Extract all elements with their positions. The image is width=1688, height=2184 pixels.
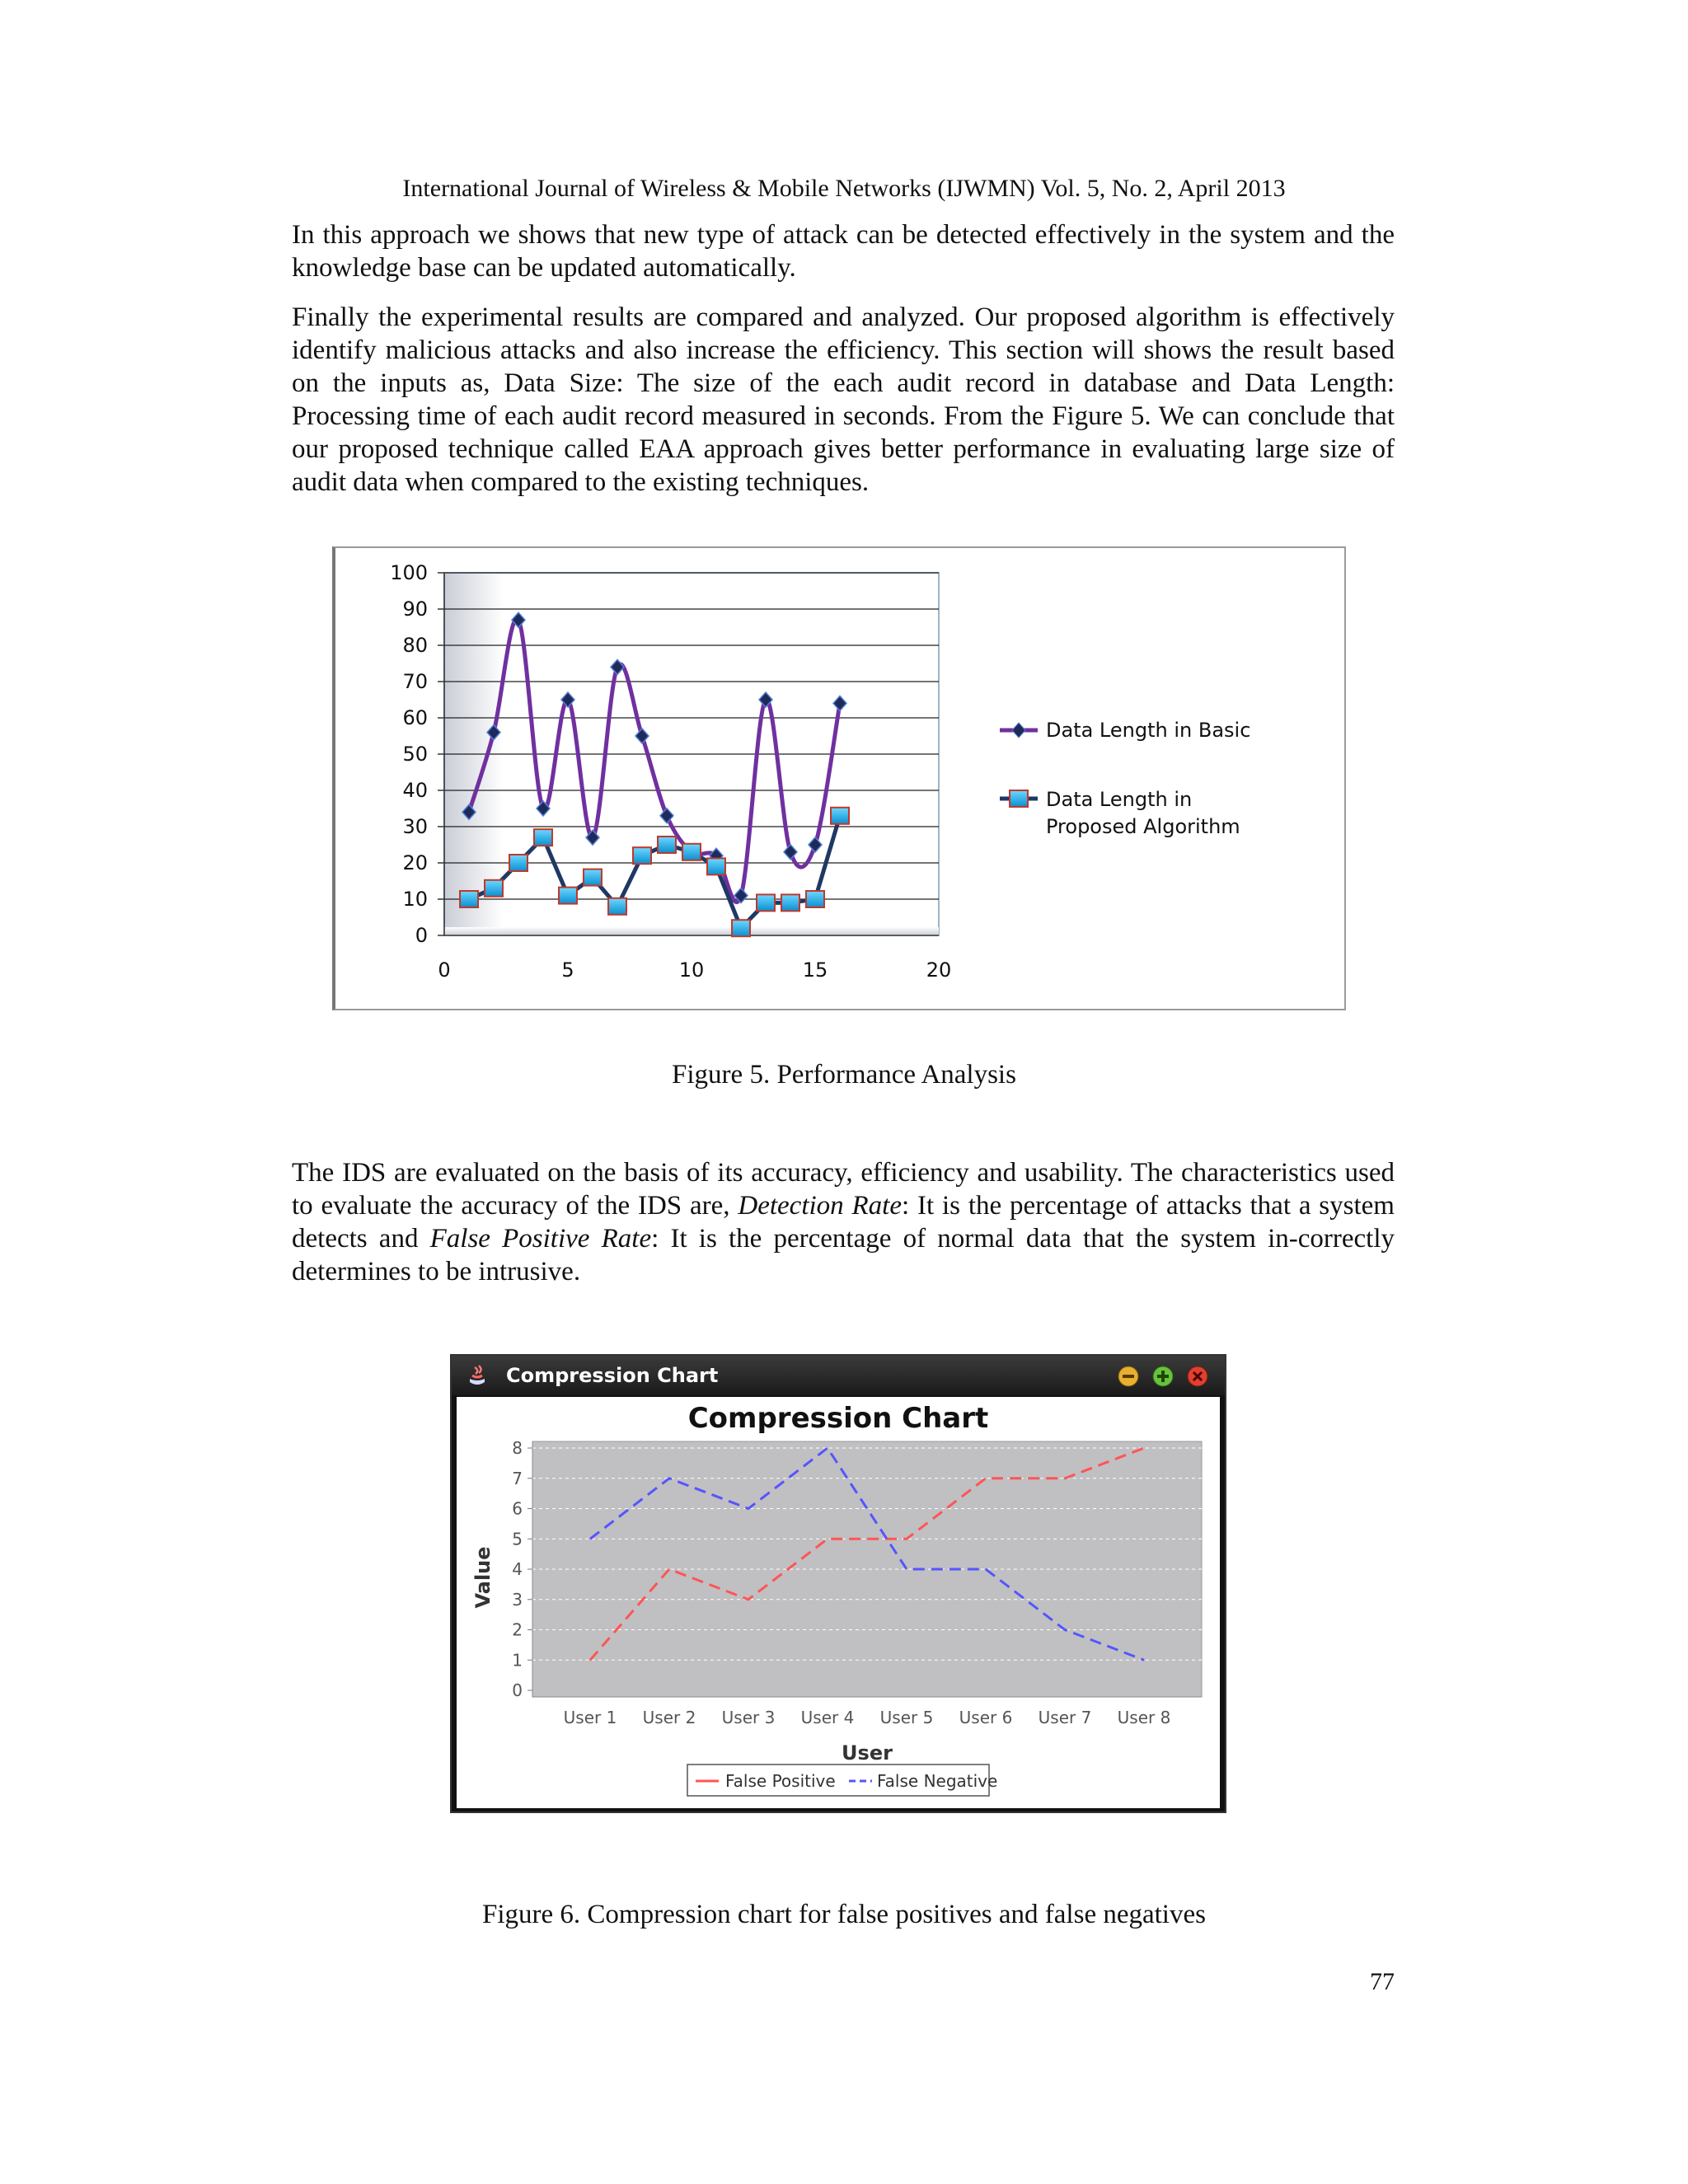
proposed-point xyxy=(485,880,503,897)
window-title: Compression Chart xyxy=(506,1364,719,1387)
legend-proposed-marker xyxy=(1010,790,1028,807)
plot-floor xyxy=(444,927,939,935)
x-tick-label: User 6 xyxy=(959,1708,1013,1727)
legend-basic-marker xyxy=(1012,723,1025,738)
journal-header: International Journal of Wireless & Mobile Networks (IJWMN) Vol. 5, No. 2, April 2013 xyxy=(402,175,1286,202)
y-tick-label: 0 xyxy=(512,1680,523,1700)
x-tick-label: 0 xyxy=(438,958,451,982)
ids-text-1: The IDS are evaluated on the basis of its accuracy, efficiency and usability. The characteristics used to evaluate the accuracy of the IDS are, xyxy=(292,1158,1395,1221)
proposed-point xyxy=(806,891,824,907)
proposed-point xyxy=(460,891,478,907)
y-tick-label: 20 xyxy=(402,851,428,874)
y-tick-label: 70 xyxy=(402,670,428,693)
proposed-point xyxy=(707,858,725,874)
x-tick-label: User 5 xyxy=(879,1708,934,1727)
x-tick-label: User 2 xyxy=(642,1708,696,1727)
x-tick-label: User 4 xyxy=(800,1708,855,1727)
java-app-icon xyxy=(465,1364,490,1387)
proposed-point xyxy=(658,837,676,853)
y-axis-title: Value xyxy=(471,1546,495,1609)
proposed-point xyxy=(781,894,799,911)
y-tick-label: 0 xyxy=(415,924,428,947)
legend-proposed-label-2: Proposed Algorithm xyxy=(1046,815,1240,838)
proposed-point xyxy=(732,920,750,936)
legend-false-positive-label: False Positive xyxy=(725,1771,836,1791)
paragraph-ids xyxy=(292,1156,1395,1288)
y-tick-label: 90 xyxy=(402,598,428,621)
x-axis-title: User xyxy=(842,1741,893,1765)
y-tick-label: 80 xyxy=(402,634,428,657)
minimize-button-icon[interactable] xyxy=(1118,1366,1139,1387)
y-tick-label: 1 xyxy=(512,1650,523,1671)
ids-text-2: : It is the percentage of attacks that a system detects and xyxy=(292,1191,1395,1254)
proposed-point xyxy=(633,847,651,864)
y-tick-label: 30 xyxy=(402,815,428,838)
x-tick-label: User 1 xyxy=(563,1708,617,1727)
y-tick-label: 8 xyxy=(512,1438,523,1458)
x-tick-label: 5 xyxy=(561,958,574,982)
proposed-point xyxy=(831,808,849,824)
x-tick-label: 10 xyxy=(678,958,705,982)
legend-proposed-label-1: Data Length in xyxy=(1046,788,1193,811)
legend-basic-label: Data Length in Basic xyxy=(1046,719,1251,742)
close-button-icon[interactable] xyxy=(1187,1366,1208,1387)
x-tick-label: 15 xyxy=(802,958,828,982)
x-tick-label: 20 xyxy=(926,958,952,982)
y-tick-label: 50 xyxy=(402,743,428,766)
paragraph-results: Finally the experimental results are compared and analyzed. Our proposed algorithm is effectively identify malicious attacks and also increase the efficiency. This section will shows the result based on the inputs as, Data Size: The size of the each audit record in database and Data Length: Processing time of each audit record measured in seconds. From the Figure 5. We can conclude that our proposed technique called EAA approach gives better performance in evaluating large size of audit data when compared to the existing techniques. xyxy=(292,302,1395,497)
proposed-point xyxy=(534,829,552,846)
x-tick-label: User 3 xyxy=(721,1708,776,1727)
maximize-button-icon[interactable] xyxy=(1152,1366,1174,1387)
term-detection-rate: Detection Rate xyxy=(738,1191,902,1221)
compression-chart-window xyxy=(450,1354,1226,1813)
proposed-point xyxy=(584,869,602,886)
term-false-positive-rate: False Positive Rate xyxy=(429,1224,652,1254)
proposed-point xyxy=(559,888,577,904)
legend-false-negative-label: False Negative xyxy=(877,1771,998,1791)
ids-text-3: : It is the percentage of normal data that the system in-correctly determines to be intrusive. xyxy=(292,1224,1395,1286)
figure-6-caption: Figure 6. Compression chart for false positives and false negatives xyxy=(482,1900,1206,1929)
y-tick-label: 3 xyxy=(512,1589,523,1610)
y-tick-label: 2 xyxy=(512,1619,523,1640)
y-tick-label: 5 xyxy=(512,1529,523,1549)
window-content xyxy=(457,1397,1220,1808)
x-tick-label: User 7 xyxy=(1038,1708,1092,1727)
proposed-point xyxy=(682,844,701,860)
page-number: 77 xyxy=(1370,1968,1395,1995)
chart-title: Compression Chart xyxy=(687,1402,989,1435)
y-tick-label: 4 xyxy=(512,1559,523,1579)
y-tick-label: 100 xyxy=(390,561,428,584)
figure-5-chart xyxy=(332,546,1346,1010)
compression-line-chart xyxy=(457,1397,1220,1808)
proposed-point xyxy=(757,894,775,911)
x-tick-label: User 8 xyxy=(1117,1708,1171,1727)
y-tick-label: 40 xyxy=(402,779,428,802)
performance-analysis-chart xyxy=(335,548,1344,1009)
window-titlebar[interactable] xyxy=(452,1356,1225,1395)
proposed-point xyxy=(509,855,528,871)
y-tick-label: 7 xyxy=(512,1468,523,1488)
y-tick-label: 60 xyxy=(402,706,428,729)
y-tick-label: 6 xyxy=(512,1498,523,1519)
figure-5-caption: Figure 5. Performance Analysis xyxy=(672,1060,1016,1090)
proposed-point xyxy=(608,898,626,915)
paragraph-approach: In this approach we shows that new type of attack can be detected effectively in the system and the knowledge base can be updated automatically. xyxy=(292,220,1395,283)
y-tick-label: 10 xyxy=(402,888,428,911)
